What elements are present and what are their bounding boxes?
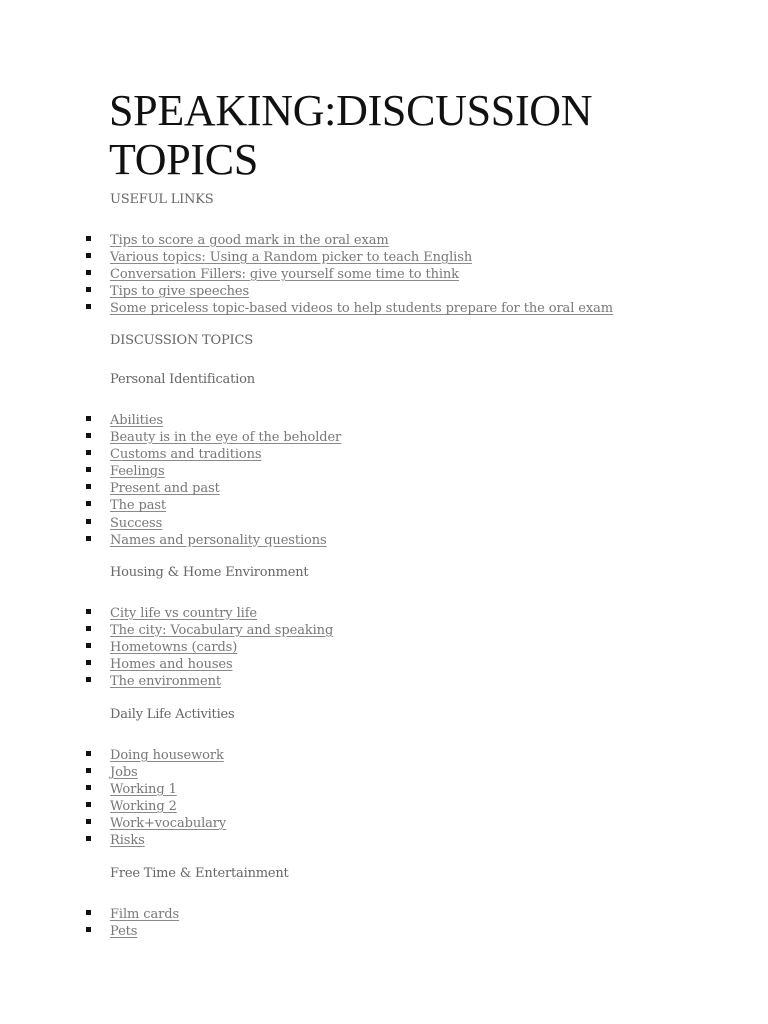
section-heading-free-time: Free Time & Entertainment: [110, 866, 289, 881]
bullet-icon: [86, 768, 91, 773]
bullet-icon: [86, 536, 91, 541]
section-heading-useful-links: USEFUL LINKS: [110, 192, 214, 207]
link-jobs[interactable]: Jobs: [110, 765, 138, 781]
link-environment[interactable]: The environment: [110, 674, 221, 690]
bullet-icon: [86, 253, 91, 258]
bullet-icon: [86, 433, 91, 438]
list-item: [0, 298, 613, 315]
link-working-2[interactable]: Working 2: [110, 799, 177, 815]
list-item: [0, 478, 341, 495]
link-city-vocabulary[interactable]: The city: Vocabulary and speaking: [110, 623, 334, 639]
list-item: [0, 654, 333, 671]
bullet-icon: [86, 626, 91, 631]
free-time-list: [0, 904, 179, 938]
link-abilities[interactable]: Abilities: [110, 413, 164, 428]
useful-links-list: [0, 230, 613, 315]
link-present-and-past[interactable]: Present and past: [110, 481, 220, 497]
bullet-icon: [86, 677, 91, 682]
bullet-icon: [86, 416, 91, 421]
link-the-past[interactable]: The past: [110, 498, 167, 514]
list-item: [0, 444, 341, 461]
bullet-icon: [86, 802, 91, 807]
bullet-icon: [86, 450, 91, 455]
link-hometowns[interactable]: Hometowns (cards): [110, 640, 238, 656]
list-item: [0, 620, 333, 637]
bullet-icon: [86, 910, 91, 915]
bullet-icon: [86, 270, 91, 275]
section-heading-discussion-topics: DISCUSSION TOPICS: [110, 333, 253, 348]
bullet-icon: [86, 609, 91, 614]
link-customs[interactable]: Customs and traditions: [110, 447, 262, 463]
bullet-icon: [86, 467, 91, 472]
list-item: [0, 603, 333, 620]
list-item: [0, 230, 613, 247]
personal-identification-list: [0, 410, 341, 547]
list-item: [0, 904, 179, 921]
list-item: [0, 830, 226, 847]
list-item: [0, 513, 341, 530]
list-item: [0, 637, 333, 654]
bullet-icon: [86, 660, 91, 665]
bullet-icon: [86, 785, 91, 790]
bullet-icon: [86, 484, 91, 489]
section-heading-personal-identification: Personal Identification: [110, 372, 255, 387]
link-success[interactable]: Success: [110, 515, 163, 531]
link-city-vs-country[interactable]: City life vs country life: [110, 606, 257, 621]
list-item: [0, 671, 333, 688]
bullet-icon: [86, 519, 91, 524]
list-item: [0, 495, 341, 512]
link-beauty[interactable]: Beauty is in the eye of the beholder: [110, 430, 342, 446]
bullet-icon: [86, 819, 91, 824]
list-item: [0, 745, 226, 762]
list-item: [0, 779, 226, 796]
bullet-icon: [86, 236, 91, 241]
list-item: [0, 762, 226, 779]
link-conversation-fillers[interactable]: Conversation Fillers: give yourself some time to think: [110, 267, 459, 283]
list-item: [0, 427, 341, 444]
link-speech-tips[interactable]: Tips to give speeches: [110, 284, 250, 300]
link-housework[interactable]: Doing housework: [110, 748, 224, 763]
section-heading-housing: Housing & Home Environment: [110, 565, 309, 580]
list-item: [0, 247, 613, 264]
daily-life-list: [0, 745, 226, 848]
bullet-icon: [86, 643, 91, 648]
list-item: [0, 410, 341, 427]
link-random-picker[interactable]: Various topics: Using a Random picker to teach English: [110, 250, 473, 266]
bullet-icon: [86, 927, 91, 932]
list-item: [0, 921, 179, 938]
list-item: [0, 264, 613, 281]
bullet-icon: [86, 501, 91, 506]
link-film-cards[interactable]: Film cards: [110, 907, 180, 922]
housing-list: [0, 603, 333, 688]
list-item: [0, 530, 341, 547]
link-oral-exam-tips[interactable]: Tips to score a good mark in the oral exam: [110, 233, 389, 248]
link-homes-and-houses[interactable]: Homes and houses: [110, 657, 233, 673]
link-work-vocabulary[interactable]: Work+vocabulary: [110, 816, 227, 832]
link-working-1[interactable]: Working 1: [110, 782, 177, 798]
link-pets[interactable]: Pets: [110, 924, 138, 940]
link-names-personality[interactable]: Names and personality questions: [110, 532, 327, 548]
bullet-icon: [86, 751, 91, 756]
list-item: [0, 813, 226, 830]
list-item: [0, 461, 341, 478]
section-heading-daily-life: Daily Life Activities: [110, 707, 235, 722]
bullet-icon: [86, 287, 91, 292]
link-topic-videos[interactable]: Some priceless topic-based videos to help students prepare for the oral exam: [110, 301, 613, 317]
list-item: [0, 281, 613, 298]
link-feelings[interactable]: Feelings: [110, 464, 165, 480]
list-item: [0, 796, 226, 813]
bullet-icon: [86, 304, 91, 309]
page-title: SPEAKING:DISCUSSION TOPICS: [109, 86, 593, 184]
link-risks[interactable]: Risks: [110, 833, 145, 849]
bullet-icon: [86, 836, 91, 841]
